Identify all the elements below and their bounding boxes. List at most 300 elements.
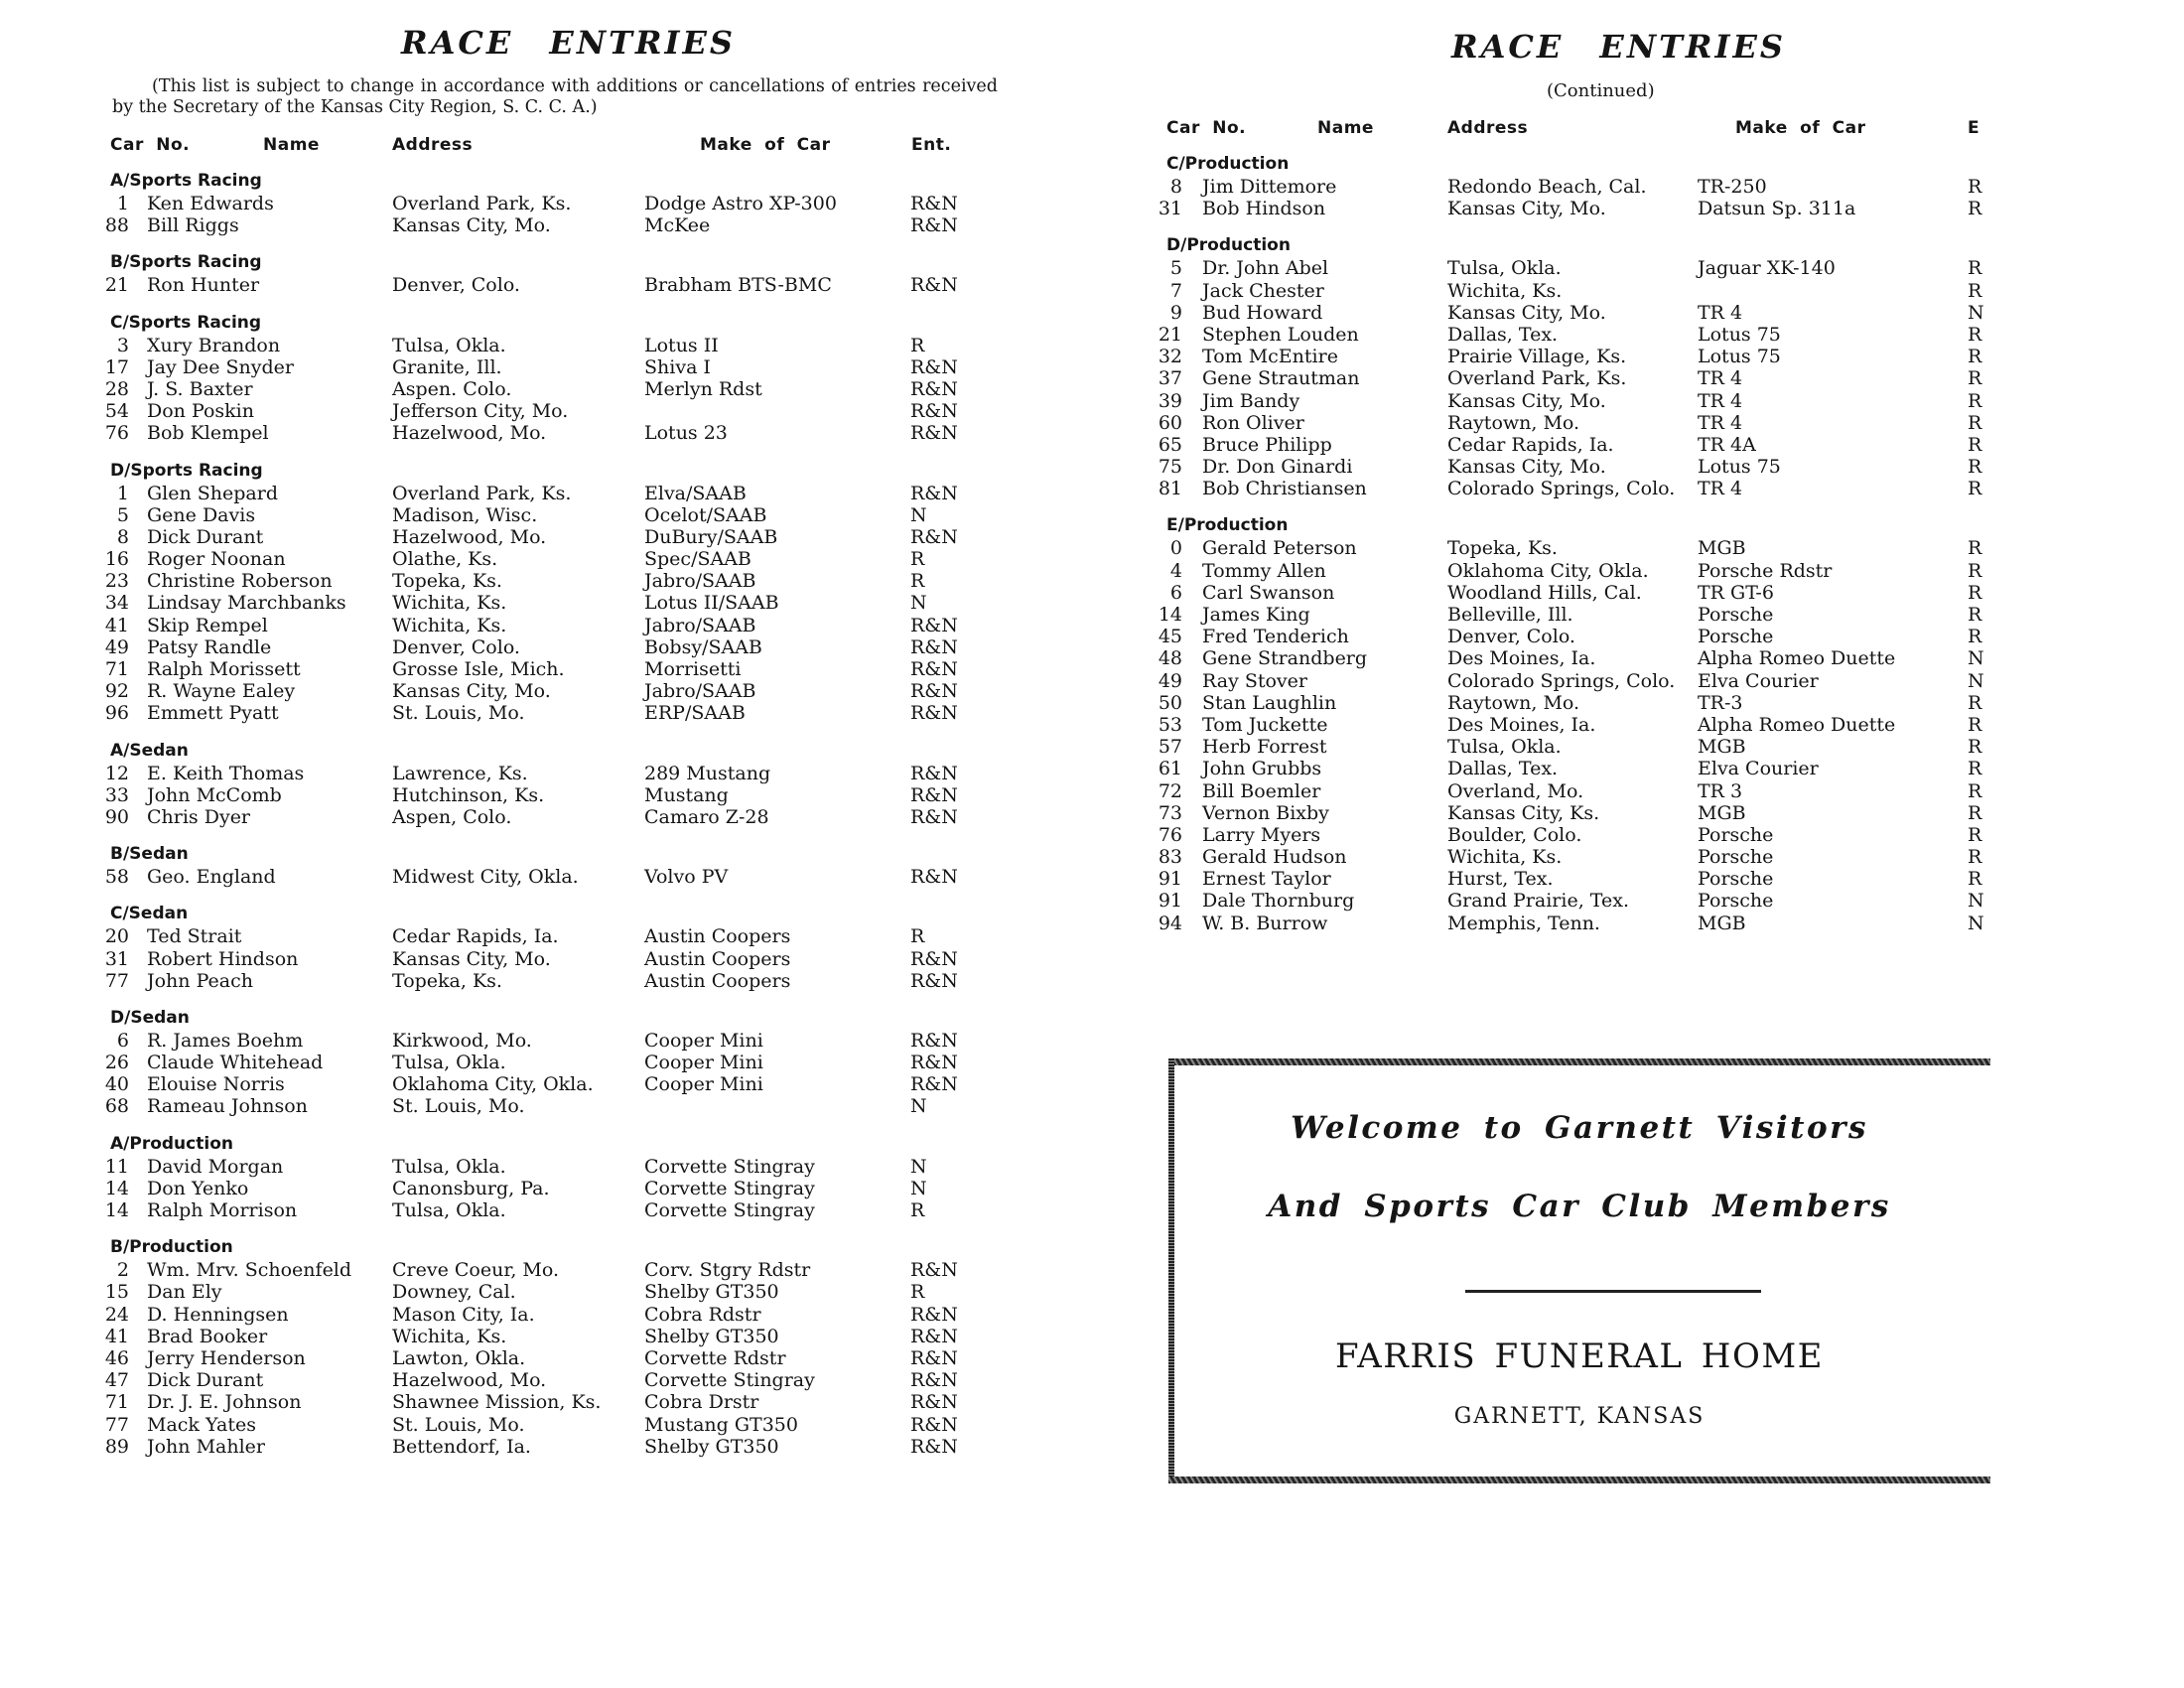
car-number: 12 <box>104 762 129 784</box>
driver-name: Stan Laughlin <box>1202 691 1337 714</box>
address: Kansas City, Mo. <box>1447 198 1606 220</box>
address: Shawnee Mission, Ks. <box>392 1391 602 1414</box>
driver-name: Bruce Philipp <box>1202 433 1332 456</box>
address: Aspen, Colo. <box>392 805 512 828</box>
driver-name: Roger Noonan <box>147 548 286 571</box>
continued-label: (Continued) <box>1547 80 1655 101</box>
entry-row <box>1158 433 1990 456</box>
make-of-car: Porsche <box>1698 868 1774 891</box>
driver-name: Bill Riggs <box>147 214 239 237</box>
entry-row <box>1166 582 1990 604</box>
entry-row <box>1166 302 1990 324</box>
class-heading: D/Production <box>1166 235 1291 256</box>
entry-row <box>1158 912 1990 934</box>
entry-type: R <box>1968 433 1982 456</box>
driver-name: Tom Juckette <box>1202 713 1328 736</box>
car-number: 49 <box>1158 669 1182 692</box>
entry-type: N <box>910 1155 927 1178</box>
class-heading: D/Sports Racing <box>110 460 263 481</box>
car-number: 7 <box>1169 279 1182 302</box>
driver-name: Dr. J. E. Johnson <box>147 1391 302 1414</box>
funeral-home-advertisement <box>1168 1058 1990 1483</box>
driver-name: Vernon Bixby <box>1202 801 1329 824</box>
address: Belleville, Ill. <box>1447 604 1573 626</box>
address: Overland Park, Ks. <box>1447 367 1627 390</box>
driver-name: Gerald Peterson <box>1202 537 1357 560</box>
class-heading: A/Production <box>110 1133 233 1154</box>
entry-type: R <box>1968 626 1982 648</box>
entry-type: R&N <box>910 214 958 237</box>
driver-name: Patsy Randle <box>147 635 272 658</box>
entry-row <box>104 680 984 703</box>
make-of-car: MGB <box>1698 912 1746 934</box>
car-number: 47 <box>104 1369 129 1392</box>
make-of-car: Corvette Stingray <box>644 1199 815 1221</box>
entry-type: N <box>1968 301 1984 324</box>
driver-name: James King <box>1202 604 1310 626</box>
make-of-car: Jabro/SAAB <box>644 614 756 636</box>
make-of-car: Lotus 75 <box>1698 456 1781 479</box>
address: Kirkwood, Mo. <box>392 1029 532 1052</box>
make-of-car: Lotus II <box>644 334 719 356</box>
make-of-car: Lotus 75 <box>1698 346 1781 368</box>
entry-row <box>1158 868 1990 891</box>
address: Des Moines, Ia. <box>1447 713 1596 736</box>
address: Grosse Isle, Mich. <box>392 658 565 680</box>
make-of-car: Mustang GT350 <box>644 1413 798 1436</box>
car-number: 23 <box>104 570 129 593</box>
make-of-car: Spec/SAAB <box>644 548 751 571</box>
driver-name: Tom McEntire <box>1202 346 1338 368</box>
class-group <box>1158 152 1990 220</box>
header-address: Address <box>392 135 474 155</box>
make-of-car: Mustang <box>644 783 729 806</box>
car-number: 41 <box>104 1325 129 1347</box>
make-of-car: TR GT-6 <box>1698 581 1774 604</box>
car-number: 31 <box>1158 198 1182 220</box>
car-number: 0 <box>1169 537 1182 560</box>
driver-name: Jim Bandy <box>1202 389 1300 412</box>
make-of-car: Alpha Romeo Duette <box>1698 713 1896 736</box>
entry-type: R <box>910 570 925 593</box>
make-of-car: TR-3 <box>1698 691 1743 714</box>
car-number: 65 <box>1158 433 1182 456</box>
address: Denver, Colo. <box>392 635 520 658</box>
car-number: 8 <box>1169 176 1182 198</box>
entry-row <box>1158 478 1990 500</box>
driver-name: E. Keith Thomas <box>147 762 305 784</box>
car-number: 71 <box>104 658 129 680</box>
address: Granite, Ill. <box>392 355 502 378</box>
page-title-left: RACE ENTRIES <box>401 24 736 62</box>
address: Aspen. Colo. <box>392 377 512 400</box>
address: Tulsa, Okla. <box>392 1155 506 1178</box>
entry-row <box>1166 560 1990 582</box>
car-number: 53 <box>1158 713 1182 736</box>
car-number: 9 <box>1169 301 1182 324</box>
make-of-car: Shelby GT350 <box>644 1435 779 1458</box>
driver-name: Ted Strait <box>147 925 242 948</box>
class-group <box>104 902 984 992</box>
entry-row <box>104 702 984 725</box>
make-of-car: Bobsy/SAAB <box>644 635 762 658</box>
ad-welcome-line: Welcome to Garnett Visitors <box>1291 1110 1868 1146</box>
make-of-car: Corvette Stingray <box>644 1155 815 1178</box>
driver-name: Herb Forrest <box>1202 736 1327 759</box>
entry-type: R&N <box>910 614 958 636</box>
address: Hazelwood, Mo. <box>392 1369 547 1392</box>
make-of-car: Porsche Rdstr <box>1698 559 1833 582</box>
entry-row <box>104 377 984 400</box>
make-of-car: TR 4 <box>1698 411 1743 434</box>
class-group <box>104 459 984 725</box>
entry-type: N <box>910 592 927 615</box>
address: Cedar Rapids, Ia. <box>392 925 559 948</box>
make-of-car: Alpha Romeo Duette <box>1698 647 1896 670</box>
address: Tulsa, Okla. <box>1447 257 1562 280</box>
car-number: 26 <box>104 1052 129 1074</box>
make-of-car: DuBury/SAAB <box>644 525 778 548</box>
entry-row <box>1158 736 1990 759</box>
entry-type: R <box>1968 823 1982 846</box>
entry-row <box>110 526 984 548</box>
entry-row <box>1158 346 1990 368</box>
entry-type: R <box>1968 581 1982 604</box>
address: Kansas City, Mo. <box>392 680 551 703</box>
address: Cedar Rapids, Ia. <box>1447 433 1614 456</box>
entry-type: R&N <box>910 193 958 214</box>
entry-row <box>104 1073 984 1096</box>
entry-type: N <box>910 1095 927 1118</box>
entry-row <box>1158 367 1990 390</box>
address: St. Louis, Mo. <box>392 1413 525 1436</box>
car-number: 6 <box>1169 581 1182 604</box>
car-number: 60 <box>1158 411 1182 434</box>
entry-type: R <box>910 334 925 356</box>
entry-type: R&N <box>910 658 958 680</box>
car-number: 49 <box>104 635 129 658</box>
car-number: 45 <box>1158 626 1182 648</box>
entry-type: R <box>910 1281 925 1304</box>
entry-row <box>1158 846 1990 869</box>
make-of-car: TR 3 <box>1698 779 1743 802</box>
driver-name: Jerry Henderson <box>147 1346 306 1369</box>
entry-type: R <box>1968 456 1982 479</box>
make-of-car: Lotus 75 <box>1698 323 1781 346</box>
car-number: 33 <box>104 783 129 806</box>
car-number: 77 <box>104 969 129 992</box>
driver-name: Gene Davis <box>147 503 256 526</box>
entry-type: R <box>1968 758 1982 780</box>
entry-type: N <box>1968 647 1984 670</box>
car-number: 6 <box>116 1029 129 1052</box>
address: Jefferson City, Mo. <box>392 400 569 423</box>
entry-row <box>104 783 984 806</box>
entry-type: R <box>1968 198 1982 220</box>
car-number: 76 <box>1158 823 1182 846</box>
driver-name: John Mahler <box>147 1435 265 1458</box>
ad-business-name: FARRIS FUNERAL HOME <box>1335 1336 1824 1376</box>
driver-name: Claude Whitehead <box>147 1052 324 1074</box>
address: Colorado Springs, Colo. <box>1447 669 1676 692</box>
make-of-car: Porsche <box>1698 604 1774 626</box>
address: Wichita, Ks. <box>392 592 507 615</box>
entry-type: R&N <box>910 400 958 423</box>
car-number: 48 <box>1158 647 1182 670</box>
driver-name: Jim Dittemore <box>1202 176 1337 198</box>
ad-location: GARNETT, KANSAS <box>1453 1404 1706 1429</box>
driver-name: Don Poskin <box>147 400 254 423</box>
entry-row <box>1158 411 1990 434</box>
car-number: 71 <box>104 1391 129 1414</box>
car-number: 5 <box>1169 257 1182 280</box>
driver-name: Xury Brandon <box>147 334 281 356</box>
address: Denver, Colo. <box>392 274 520 297</box>
entry-row <box>104 866 984 889</box>
entry-type: R <box>1968 846 1982 869</box>
class-heading: C/Sports Racing <box>110 312 262 333</box>
car-number: 76 <box>104 422 129 445</box>
ad-border-top <box>1168 1058 1990 1065</box>
address: Oklahoma City, Okla. <box>1447 559 1649 582</box>
driver-name: Ernest Taylor <box>1202 868 1331 891</box>
entry-row <box>1158 389 1990 412</box>
driver-name: Mack Yates <box>147 1413 257 1436</box>
entry-row <box>1166 537 1990 559</box>
entry-type: R <box>1968 367 1982 390</box>
driver-name: Dan Ely <box>147 1281 222 1304</box>
entry-type: R&N <box>910 422 958 445</box>
entry-type: R <box>1968 868 1982 891</box>
entry-type: R&N <box>910 762 958 784</box>
entry-row <box>104 1052 984 1074</box>
entry-type: R&N <box>910 1073 958 1096</box>
car-number: 21 <box>104 274 129 297</box>
address: Topeka, Ks. <box>392 570 502 593</box>
make-of-car: Austin Coopers <box>644 969 791 992</box>
class-heading: B/Production <box>110 1237 233 1258</box>
make-of-car: Cooper Mini <box>644 1073 763 1096</box>
driver-name: Don Yenko <box>147 1177 249 1199</box>
entry-type: R <box>1968 713 1982 736</box>
entry-row <box>1158 456 1990 479</box>
make-of-car: McKee <box>644 214 711 237</box>
driver-name: Bill Boemler <box>1202 779 1321 802</box>
entry-row <box>110 335 984 356</box>
car-number: 83 <box>1158 846 1182 869</box>
driver-name: Tommy Allen <box>1202 559 1326 582</box>
entry-type: R&N <box>910 377 958 400</box>
driver-name: Stephen Louden <box>1202 323 1359 346</box>
driver-name: Christine Roberson <box>147 570 333 593</box>
entry-type: R&N <box>910 805 958 828</box>
entry-row <box>104 214 984 237</box>
entry-row <box>104 274 984 297</box>
car-number: 28 <box>104 377 129 400</box>
car-number: 4 <box>1169 559 1182 582</box>
driver-name: Ralph Morissett <box>147 658 301 680</box>
header-ent: Ent. <box>911 135 952 155</box>
car-number: 32 <box>1158 346 1182 368</box>
make-of-car: TR 4 <box>1698 367 1743 390</box>
entry-type: R&N <box>910 274 958 297</box>
entries-disclaimer: (This list is subject to change in accordance with additions or cancellations of entries received by the Secretary of the Kansas City Region, S. C. C. A.) <box>112 76 998 117</box>
make-of-car: Elva Courier <box>1698 669 1819 692</box>
make-of-car: MGB <box>1698 801 1746 824</box>
class-heading: D/Sedan <box>110 1007 190 1028</box>
car-number: 31 <box>104 947 129 970</box>
car-number: 61 <box>1158 758 1182 780</box>
make-of-car: Austin Coopers <box>644 947 791 970</box>
entry-type: R&N <box>910 947 958 970</box>
entry-row <box>1158 604 1990 626</box>
entry-type: R <box>1968 346 1982 368</box>
make-of-car: Porsche <box>1698 890 1774 913</box>
address: Wichita, Ks. <box>1447 279 1563 302</box>
address: Overland Park, Ks. <box>392 482 572 504</box>
address: Dallas, Tex. <box>1447 758 1559 780</box>
class-group <box>104 842 984 889</box>
address: Wichita, Ks. <box>392 614 507 636</box>
entry-row <box>104 1435 984 1458</box>
entry-type: R <box>1968 478 1982 500</box>
driver-name: Ron Oliver <box>1202 411 1304 434</box>
car-number: 3 <box>116 334 129 356</box>
entry-type: R <box>1968 779 1982 802</box>
car-number: 50 <box>1158 691 1182 714</box>
driver-name: Dr. John Abel <box>1202 257 1329 280</box>
entry-row <box>1158 890 1990 913</box>
entry-type: R&N <box>910 783 958 806</box>
car-number: 77 <box>104 1413 129 1436</box>
address: Raytown, Mo. <box>1447 691 1580 714</box>
class-group <box>1158 513 1990 934</box>
driver-name: R. Wayne Ealey <box>147 680 296 703</box>
address: Raytown, Mo. <box>1447 411 1580 434</box>
driver-name: Rameau Johnson <box>147 1095 308 1118</box>
make-of-car: Brabham BTS-BMC <box>644 274 832 297</box>
class-group <box>104 1132 984 1222</box>
driver-name: Bud Howard <box>1202 301 1323 324</box>
driver-name: Robert Hindson <box>147 947 299 970</box>
class-heading: E/Production <box>1166 515 1289 536</box>
entry-row <box>110 504 984 526</box>
driver-name: John Peach <box>147 969 253 992</box>
ad-border-bottom <box>1168 1477 1990 1483</box>
car-number: 40 <box>104 1073 129 1096</box>
make-of-car: Shelby GT350 <box>644 1281 779 1304</box>
entry-type: R&N <box>910 1346 958 1369</box>
driver-name: Bob Christiansen <box>1202 478 1367 500</box>
address: Oklahoma City, Okla. <box>392 1073 594 1096</box>
entry-type: R&N <box>910 1369 958 1392</box>
entry-row <box>104 570 984 593</box>
entry-type: N <box>1968 912 1984 934</box>
address: Canonsburg, Pa. <box>392 1177 550 1199</box>
header-car-no: Car No. <box>110 135 191 155</box>
car-number: 46 <box>104 1346 129 1369</box>
car-number: 20 <box>104 925 129 948</box>
driver-name: Larry Myers <box>1202 823 1321 846</box>
entry-type: R&N <box>910 635 958 658</box>
driver-name: Dale Thornburg <box>1202 890 1355 913</box>
car-number: 37 <box>1158 367 1182 390</box>
entry-row <box>104 1369 984 1392</box>
car-number: 15 <box>104 1281 129 1304</box>
entry-type: R&N <box>910 355 958 378</box>
driver-name: Geo. England <box>147 866 276 889</box>
address: Tulsa, Okla. <box>392 1052 506 1074</box>
address: Madison, Wisc. <box>392 503 538 526</box>
address: Kansas City, Mo. <box>392 947 551 970</box>
car-number: 88 <box>104 214 129 237</box>
entry-row <box>1158 713 1990 736</box>
address: Kansas City, Mo. <box>1447 456 1606 479</box>
entry-type: R <box>1968 559 1982 582</box>
make-of-car: Cooper Mini <box>644 1029 763 1052</box>
make-of-car: Ocelot/SAAB <box>644 503 767 526</box>
entry-type: R <box>1968 257 1982 280</box>
make-of-car: Shelby GT350 <box>644 1325 779 1347</box>
entry-row <box>104 1413 984 1436</box>
driver-name: D. Henningsen <box>147 1303 289 1326</box>
make-of-car: Camaro Z-28 <box>644 805 769 828</box>
address: Creve Coeur, Mo. <box>392 1259 560 1282</box>
entry-type: R&N <box>910 702 958 725</box>
car-number: 14 <box>104 1177 129 1199</box>
entry-row <box>1166 280 1990 302</box>
address: Tulsa, Okla. <box>1447 736 1562 759</box>
address: Olathe, Ks. <box>392 548 498 571</box>
car-number: 73 <box>1158 801 1182 824</box>
driver-name: David Morgan <box>147 1155 284 1178</box>
make-of-car: TR 4A <box>1698 433 1756 456</box>
car-number: 1 <box>116 193 129 214</box>
entry-row <box>104 1095 984 1118</box>
class-group <box>104 250 984 297</box>
class-heading: A/Sedan <box>110 740 189 761</box>
class-group <box>104 1235 984 1458</box>
address: Tulsa, Okla. <box>392 1199 506 1221</box>
driver-name: Ralph Morrison <box>147 1199 298 1221</box>
address: Hutchinson, Ks. <box>392 783 545 806</box>
entry-type: R <box>910 925 925 948</box>
class-heading: B/Sports Racing <box>110 252 262 273</box>
make-of-car: MGB <box>1698 736 1746 759</box>
driver-name: Elouise Norris <box>147 1073 285 1096</box>
entry-row <box>1158 823 1990 846</box>
entry-row <box>1166 176 1990 198</box>
entry-row <box>1158 669 1990 692</box>
entry-type: N <box>1968 890 1984 913</box>
make-of-car: Jabro/SAAB <box>644 680 756 703</box>
entry-type: R&N <box>910 1259 958 1282</box>
entry-list-left <box>104 169 984 1458</box>
make-of-car: Porsche <box>1698 846 1774 869</box>
entry-type: R&N <box>910 482 958 504</box>
entry-row <box>104 614 984 636</box>
address: Overland, Mo. <box>1447 779 1584 802</box>
entry-row <box>104 1199 984 1221</box>
address: Topeka, Ks. <box>1447 537 1558 560</box>
address: Topeka, Ks. <box>392 969 502 992</box>
car-number: 11 <box>104 1155 129 1178</box>
entry-row <box>104 925 984 948</box>
entry-row <box>104 1155 984 1178</box>
driver-name: Jay Dee Snyder <box>147 355 294 378</box>
driver-name: Ray Stover <box>1202 669 1307 692</box>
address: Denver, Colo. <box>1447 626 1575 648</box>
